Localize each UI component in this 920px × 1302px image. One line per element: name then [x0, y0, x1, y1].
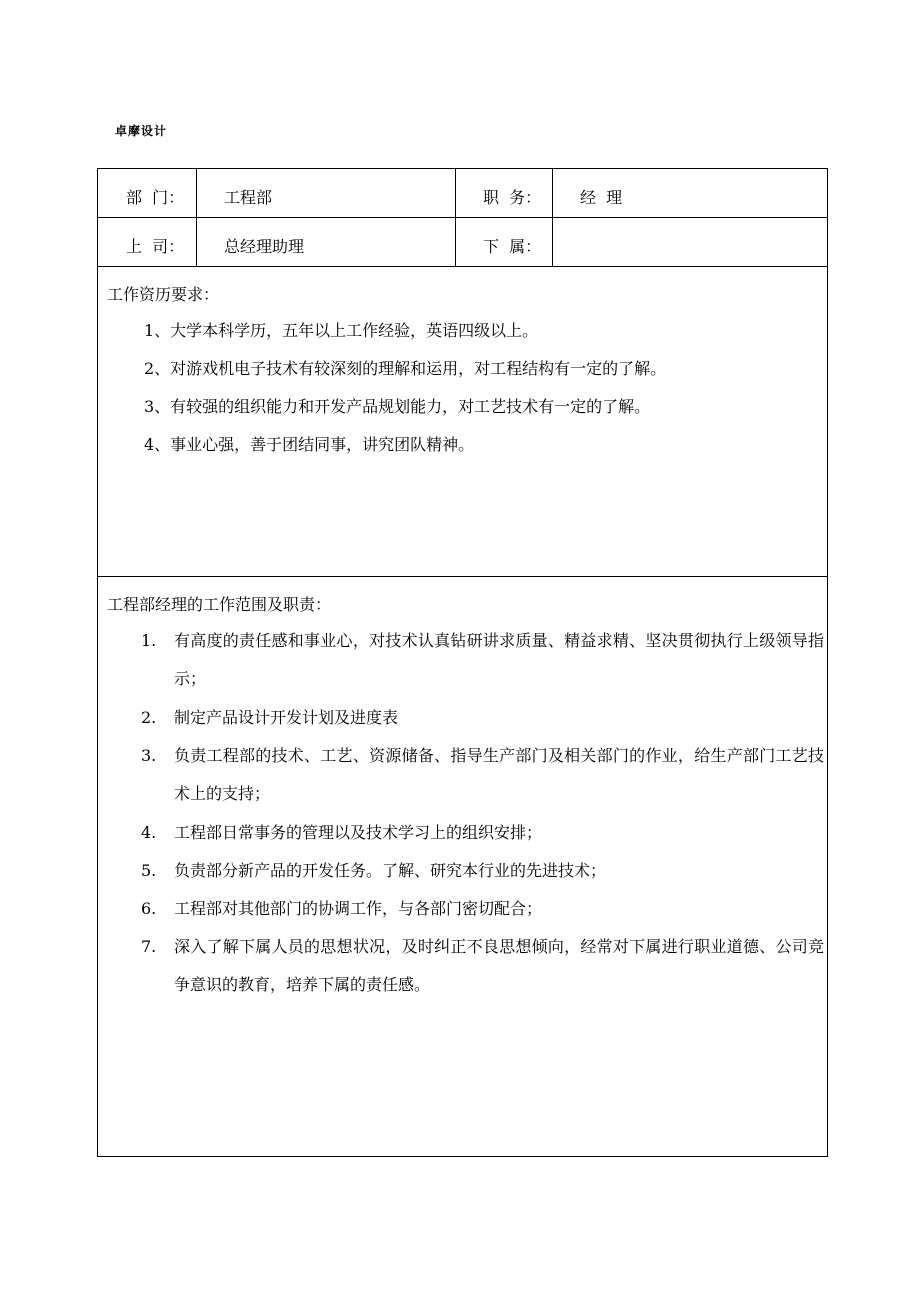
requirement-item: 1、大学本科学历，五年以上工作经验，英语四级以上。: [144, 321, 539, 340]
dept-label: 部 门：: [126, 188, 185, 207]
duty-number: 4.: [141, 823, 157, 842]
duty-text: 有高度的责任感和事业心，对技术认真钻研讲求质量、精益求精、坚决贯彻执行上级领导指示；: [174, 631, 824, 688]
requirements-section: [98, 267, 827, 577]
duty-number: 2.: [141, 708, 157, 727]
requirements-title: 工作资历要求：: [107, 285, 220, 304]
requirement-item: 4、事业心强，善于团结同事，讲究团队精神。: [144, 435, 475, 454]
position-value: 经 理: [580, 188, 623, 207]
column-divider: [455, 169, 456, 266]
duty-number: 1.: [141, 631, 157, 650]
duty-text: 工程部对其他部门的协调工作，与各部门密切配合；: [174, 899, 543, 918]
duty-number: 6.: [141, 899, 157, 918]
company-name: 卓摩设计: [115, 124, 168, 138]
requirement-item: 2、对游戏机电子技术有较深刻的理解和运用，对工程结构有一定的了解。: [144, 359, 667, 378]
subordinate-label: 下 属：: [483, 237, 542, 256]
duty-number: 7.: [141, 937, 157, 956]
duty-text: 深入了解下属人员的思想状况，及时纠正不良思想倾向，经常对下属进行职业道德、公司竞争意识的教育，培养下属的责任感。: [174, 937, 824, 994]
duties-section: [98, 577, 827, 1156]
dept-value: 工程部: [224, 188, 273, 207]
info-row-1: [98, 169, 827, 218]
duties-title: 工程部经理的工作范围及职责：: [107, 595, 332, 614]
duty-number: 5.: [141, 861, 157, 880]
duty-text: 工程部日常事务的管理以及技术学习上的组织安排；: [174, 823, 543, 842]
column-divider: [552, 169, 553, 266]
superior-value: 总经理助理: [224, 237, 305, 256]
duty-text: 制定产品设计开发计划及进度表: [174, 708, 399, 727]
requirement-item: 3、有较强的组织能力和开发产品规划能力，对工艺技术有一定的了解。: [144, 397, 651, 416]
superior-label: 上 司：: [126, 237, 185, 256]
duty-number: 3.: [141, 746, 157, 765]
duty-text: 负责工程部的技术、工艺、资源储备、指导生产部门及相关部门的作业，给生产部门工艺技术上的支持；: [174, 746, 824, 803]
info-row-2: [98, 218, 827, 267]
position-label: 职 务：: [483, 188, 542, 207]
job-description-table: [97, 168, 828, 1157]
duty-text: 负责部分新产品的开发任务。了解、研究本行业的先进技术；: [174, 861, 607, 880]
column-divider: [196, 169, 197, 266]
